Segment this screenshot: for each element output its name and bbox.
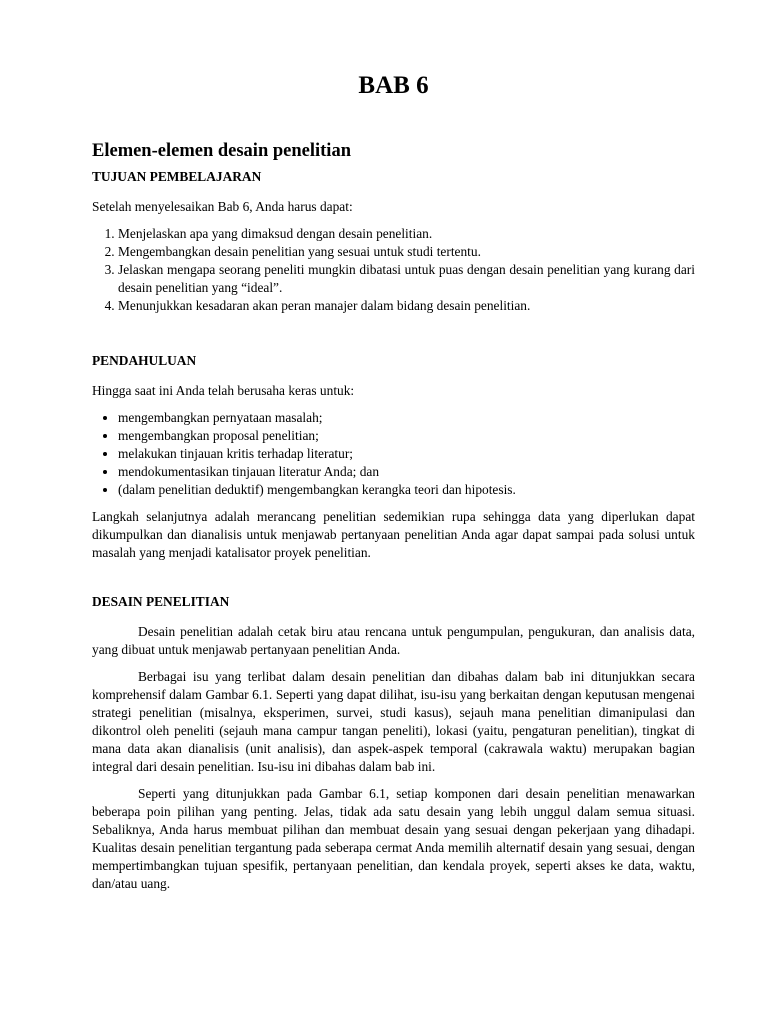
- objective-item: 1. Menjelaskan apa yang dimaksud dengan desain penelitian.: [118, 225, 695, 243]
- introduction-bullets: [92, 409, 695, 499]
- research-design-paragraph: Seperti yang ditunjukkan pada Gambar 6.1, setiap komponen dari desain penelitian menawarkan beberapa poin pilihan yang penting. Jelas, tidak ada satu desain yang lebih unggul dalam semua situasi. Sebaliknya, Anda harus membuat pilihan dan membuat desain yang sesuai dengan pekerjaan yang dihadapi. Kualitas desain penelitian tergantung pada seberapa cermat Anda memilih alternatif desain yang sesuai, dengan mempertimbangkan tujuan spesifik, pertanyaan penelitian, dan kendala proyek, seperti akses ke data, waktu, dan/atau uang.: [92, 786, 695, 891]
- research-design-paragraph: Berbagai isu yang terlibat dalam desain penelitian dan dibahas dalam bab ini ditunjukkan secara komprehensif dalam Gambar 6.1. Seperti yang dapat dilihat, isu-isu yang berkaitan dengan keputusan mengenai strategi penelitian (misalnya, eksperimen, survei, studi kasus), sejauh mana penelitian dimanipulasi dan dikontrol oleh peneliti (sejauh mana campur tangan peneliti), lokasi (yaitu, pengaturan penelitian), tingkat di mana data akan dianalisis (unit analisis), dan aspek-aspek temporal (cakrawala waktu) merupakan bagian integral dari desain penelitian. Isu-isu ini dibahas dalam bab ini.: [92, 669, 695, 774]
- research-design-paragraph: Desain penelitian adalah cetak biru atau rencana untuk pengumpulan, pengukuran, dan analisis data, yang dibuat untuk menjawab pertanyaan penelitian Anda.: [92, 624, 695, 657]
- section-title: Elemen-elemen desain penelitian: [92, 141, 351, 161]
- bullet-item: • mengembangkan proposal penelitian;: [118, 427, 695, 445]
- bullet-item: • (dalam penelitian deduktif) mengembangkan kerangka teori dan hipotesis.: [118, 481, 695, 499]
- objective-item: 2. Mengembangkan desain penelitian yang sesuai untuk studi tertentu.: [118, 243, 695, 261]
- page-content: [92, 70, 695, 902]
- introduction-closing: Langkah selanjutnya adalah merancang penelitian sedemikian rupa sehingga data yang diperlukan dapat dikumpulkan dan dianalisis untuk menjawab pertanyaan penelitian Anda agar dapat sampai pada solusi untuk masalah yang menjadi katalisator proyek penelitian.: [92, 509, 695, 560]
- bullet-item: • mendokumentasikan tinjauan literatur Anda; dan: [118, 463, 695, 481]
- introduction-intro: Hingga saat ini Anda telah berusaha keras untuk:: [92, 383, 355, 398]
- spacer: [92, 324, 695, 352]
- bullet-item: • melakukan tinjauan kritis terhadap literatur;: [118, 445, 695, 463]
- objective-item: 3. Jelaskan mengapa seorang peneliti mungkin dibatasi untuk puas dengan desain penelitian yang kurang dari desain penelitian yang “ideal”.: [118, 261, 695, 297]
- bullet-item: • mengembangkan pernyataan masalah;: [118, 409, 695, 427]
- spacer: [92, 571, 695, 593]
- chapter-title: BAB 6: [358, 72, 429, 99]
- research-design-heading: DESAIN PENELITIAN: [92, 594, 230, 609]
- objectives-intro: Setelah menyelesaikan Bab 6, Anda harus dapat:: [92, 199, 353, 214]
- objectives-list: [92, 225, 695, 315]
- introduction-heading: PENDAHULUAN: [92, 353, 197, 368]
- objective-item: 4. Menunjukkan kesadaran akan peran manajer dalam bidang desain penelitian.: [118, 297, 695, 315]
- objectives-heading: TUJUAN PEMBELAJARAN: [92, 169, 262, 184]
